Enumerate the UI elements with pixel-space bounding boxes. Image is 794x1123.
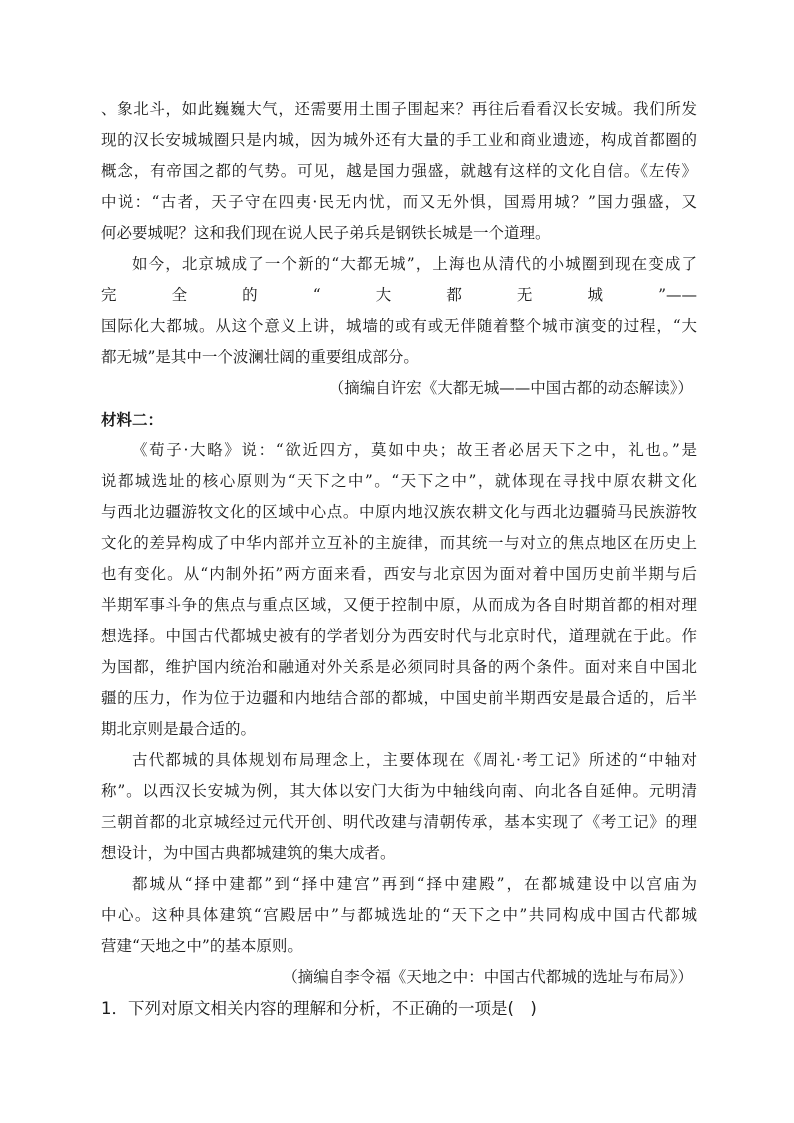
passage1-line: 何必要城呢？这和我们现在说人民子弟兵是钢铁长城是一个道理。 [101,224,551,242]
passage1 [101,94,697,404]
passage1-line: 概念，有帝国之都的气势。可见，越是国力强盛，就越有这样的文化自信。《左传》 [101,162,697,180]
material2-source: （摘编自李令福《天地之中：中国古代都城的选址与布局》） [282,968,693,986]
material2-line: 称”。以西汉长安城为例，其大体以安门大街为中轴线向南、向北各自延伸。元明清 [101,782,697,800]
material2-line: 想设计，为中国古典都城建筑的集大成者。 [101,844,396,862]
passage1-line: 现的汉长安城城圈只是内城，因为城外还有大量的手工业和商业遗迹，构成首都圈的 [101,131,697,149]
passage1-line: 完 全 的 “ 大 都 无 城 ”—— [101,286,697,304]
material2 [101,404,697,993]
material2-line: 与西北边疆游牧文化的区域中心点。中原内地汉族农耕文化与西北边疆骑马民族游牧 [101,503,697,521]
material2-line: 中心。这种具体建筑“宫殿居中”与都城选址的“天下之中”共同构成中国古代都城 [101,906,697,924]
passage1-line: 都无城”是其中一个波澜壮阔的重要组成部分。 [101,348,419,366]
material2-line: 期北京则是最合适的。 [101,720,257,738]
material2-line: 古代都城的具体规划布局理念上，主要体现在《周礼·考工记》所述的“中轴对 [132,751,697,769]
material2-line: 《荀子·大略》说：“欲近四方，莫如中央；故王者必居天下之中，礼也。”是 [132,441,697,459]
passage1-source: （摘编自许宏《大都无城——中国古都的动态解读》） [328,379,693,397]
material2-heading: 材料二： [101,410,164,429]
material2-line: 文化的差异构成了中华内部并立互补的主旋律，而其统一与对立的焦点地区在历史上 [101,534,697,552]
passage1-line: 中说：“古者，天子守在四夷·民无内忧，而又无外惧，国焉用城？”国力强盛，又 [101,193,697,211]
material2-line: 三朝首都的北京城经过元代开创、明代改建与清朝传承，基本实现了《考工记》的理 [101,813,697,831]
material2-line: 半期军事斗争的焦点与重点区域，又便于控制中原，从而成为各自时期首都的相对理 [101,596,697,614]
material2-line: 想选择。中国古代都城史被有的学者划分为西安时代与北京时代，道理就在于此。作 [101,627,697,645]
material2-line: 都城从“择中建都”到“择中建宫”再到“择中建殿”，在都城建设中以宫庙为 [132,875,697,893]
passage1-line: 、象北斗，如此巍巍大气，还需要用土围子围起来？再往后看看汉长安城。我们所发 [101,100,697,118]
passage1-line: 国际化大都城。从这个意义上讲，城墙的或有或无伴随着整个城市演变的过程，“大 [101,317,697,335]
passage1-line: 如今，北京城成了一个新的“大都无城”，上海也从清代的小城圈到现在变成了 [132,255,697,273]
question-1: 1．下列对原文相关内容的理解和分析，不正确的一项是( ) [101,999,537,1018]
material2-line: 疆的压力，作为位于边疆和内地结合部的都城，中国史前半期西安是最合适的，后半 [101,689,697,707]
material2-line: 营建“天地之中”的基本原则。 [101,937,303,955]
material2-line: 说都城选址的核心原则为“天下之中”。“天下之中”，就体现在寻找中原农耕文化 [101,472,697,490]
material2-line: 也有变化。从“内制外拓”两方面来看，西安与北京因为面对着中国历史前半期与后 [101,565,697,583]
material2-line: 为国都，维护国内统治和融通对外关系是必须同时具备的两个条件。面对来自中国北 [101,658,697,676]
